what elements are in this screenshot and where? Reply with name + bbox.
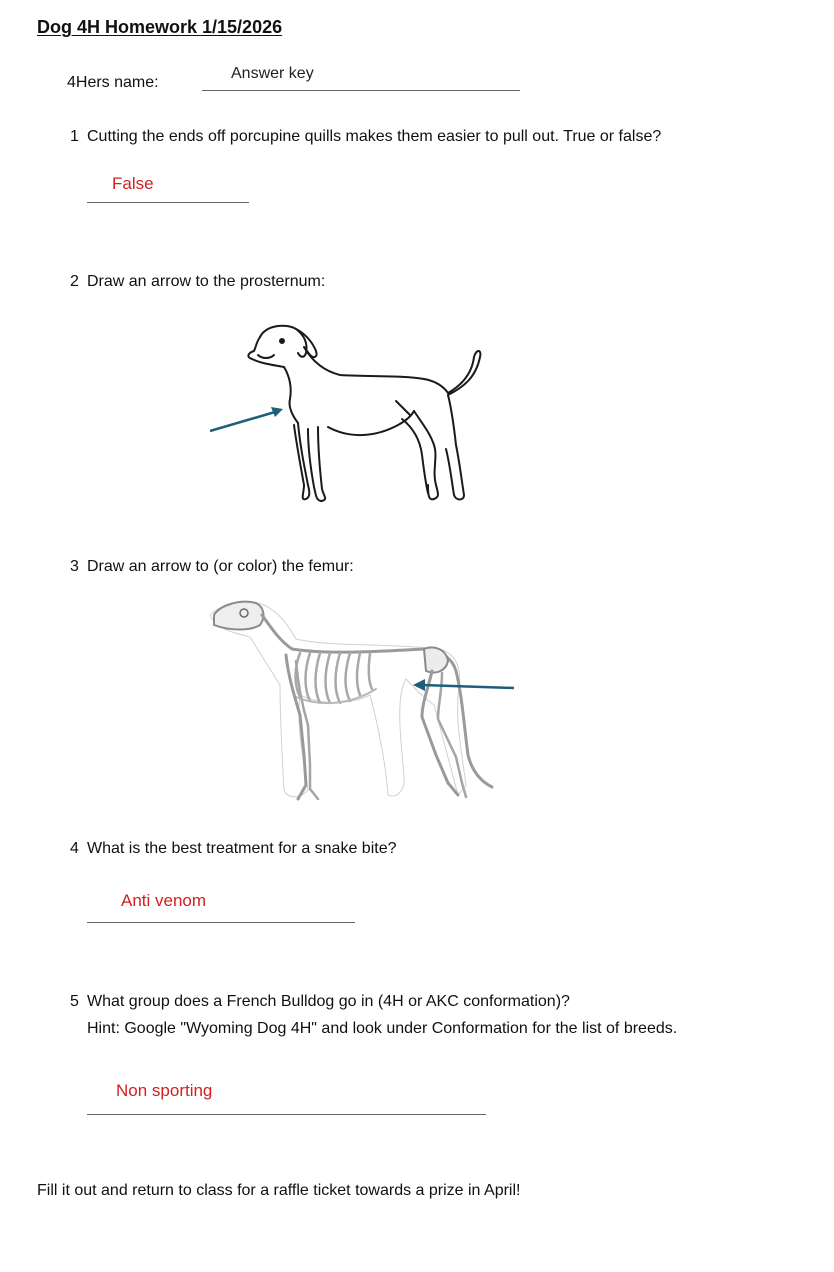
dog-skeleton-image: [200, 585, 500, 810]
question-1-underline: [87, 202, 249, 203]
question-3-number: 3: [70, 558, 79, 575]
name-label: 4Hers name:: [67, 74, 159, 91]
question-2-text: Draw an arrow to the prosternum:: [87, 273, 326, 290]
question-4-underline: [87, 922, 355, 923]
name-underline: [202, 90, 520, 91]
question-2-number: 2: [70, 273, 79, 290]
prosternum-arrow: [205, 402, 290, 437]
footer-text: Fill it out and return to class for a raffle ticket towards a prize in April!: [37, 1182, 521, 1199]
question-5-answer[interactable]: Non sporting: [116, 1081, 213, 1100]
question-1-answer[interactable]: False: [112, 174, 154, 193]
question-5-number: 5: [70, 993, 79, 1010]
question-4-text: What is the best treatment for a snake bite?: [87, 840, 397, 857]
page-title: Dog 4H Homework 1/15/2026: [37, 17, 283, 37]
question-1-number: 1: [70, 128, 79, 145]
question-3-text: Draw an arrow to (or color) the femur:: [87, 558, 354, 575]
question-4-answer[interactable]: Anti venom: [121, 891, 207, 910]
question-5-hint: Hint: Google "Wyoming Dog 4H" and look under Conformation for the list of breeds.: [87, 1020, 678, 1037]
femur-arrow: [410, 676, 520, 696]
question-1-text: Cutting the ends off porcupine quills makes them easier to pull out. True or false?: [87, 128, 662, 145]
name-value[interactable]: Answer key: [231, 65, 314, 82]
question-5-text: What group does a French Bulldog go in (4H or AKC conformation)?: [87, 993, 570, 1010]
question-5-underline: [87, 1114, 486, 1115]
question-4-number: 4: [70, 840, 79, 857]
